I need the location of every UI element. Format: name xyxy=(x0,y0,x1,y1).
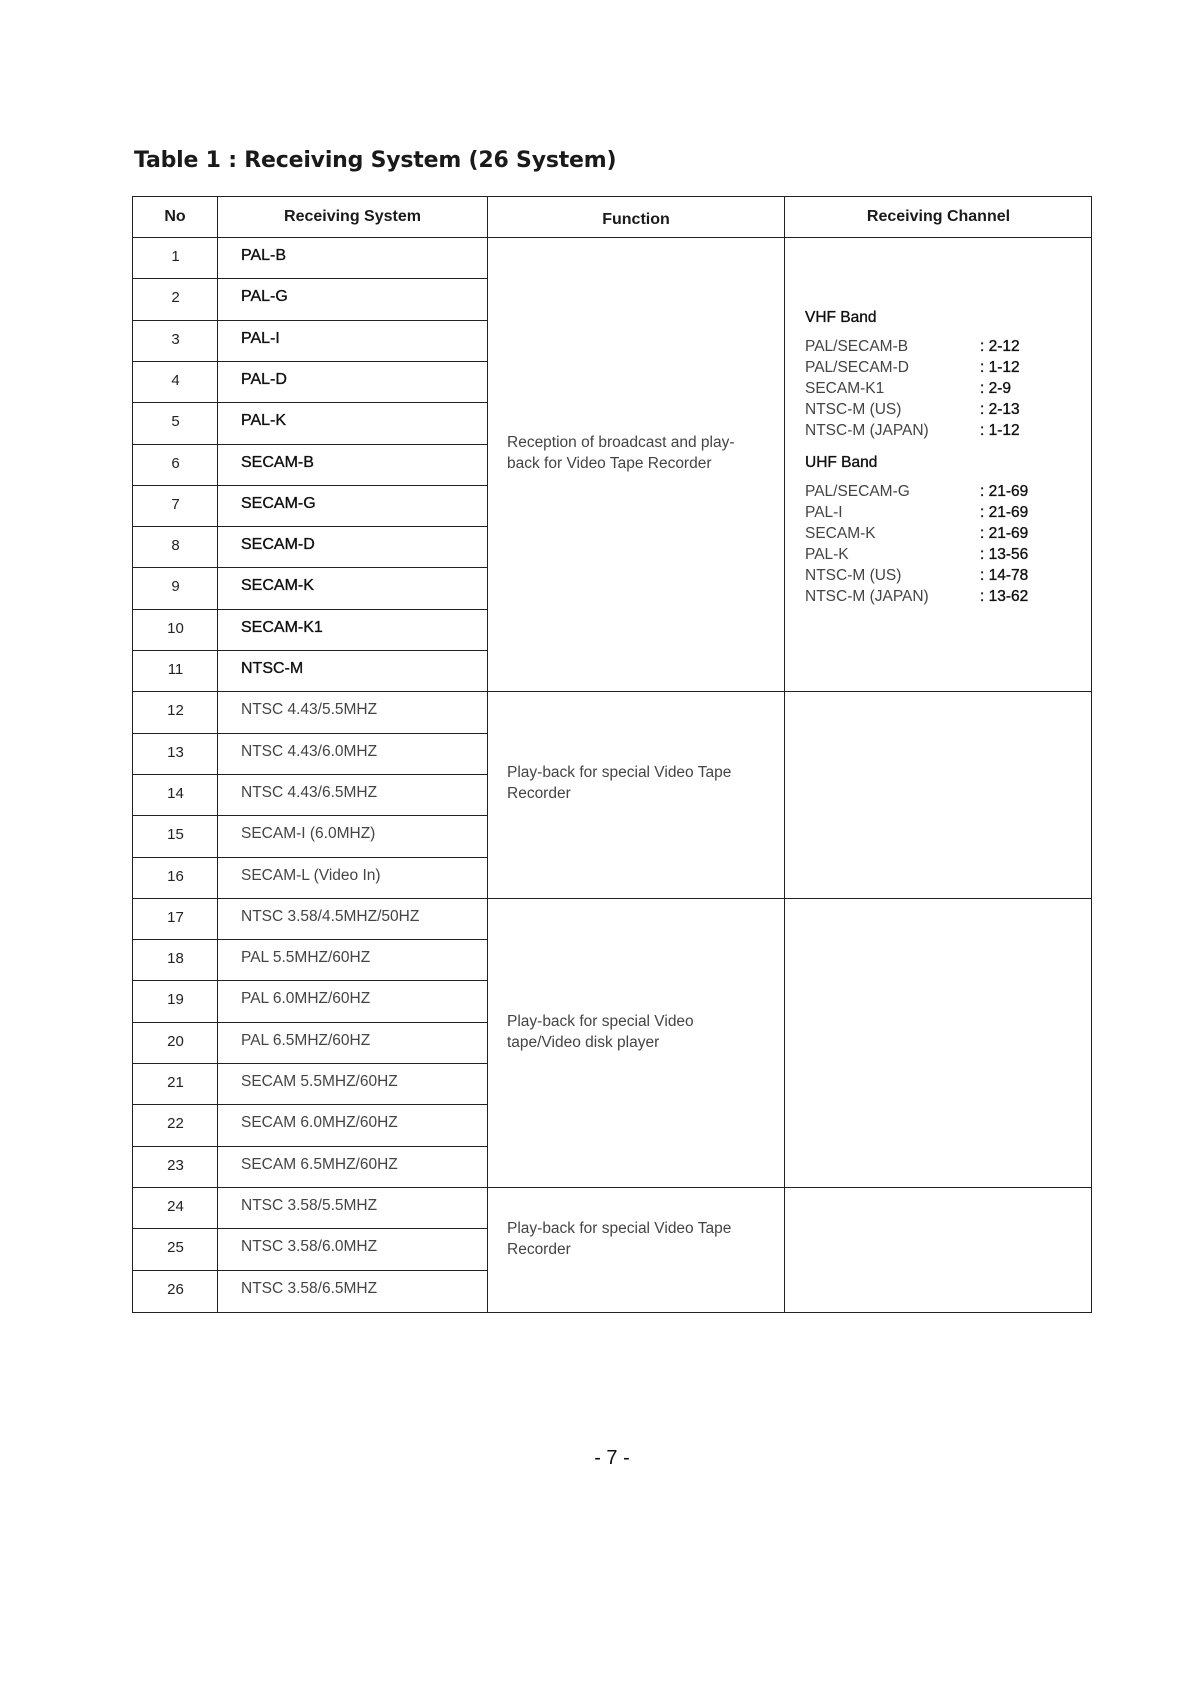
function-line: Play-back for special Video xyxy=(507,1013,694,1030)
row-divider xyxy=(133,980,488,981)
receiving-system-name: NTSC-M xyxy=(241,660,304,677)
row-divider xyxy=(133,485,488,486)
row-divider xyxy=(133,1228,488,1229)
channel-system-name: PAL/SECAM-B xyxy=(805,338,909,355)
group-divider xyxy=(133,898,1092,899)
vhf-band-label: VHF Band xyxy=(805,309,877,326)
row-number: 16 xyxy=(167,867,184,885)
row-divider xyxy=(133,815,488,816)
channel-range-row xyxy=(805,357,1075,378)
row-number: 4 xyxy=(171,371,180,389)
receiving-system-name: SECAM-L (Video In) xyxy=(241,866,381,884)
row-divider xyxy=(133,939,488,940)
function-line: tape/Video disk player xyxy=(507,1034,660,1051)
receiving-system-name: SECAM-D xyxy=(241,536,315,554)
channel-system-name: NTSC-M (JAPAN) xyxy=(805,422,929,439)
receiving-system-name: PAL-K xyxy=(241,412,287,430)
receiving-system-name: SECAM 6.0MHZ/60HZ xyxy=(241,1114,398,1132)
row-divider xyxy=(133,857,488,858)
receiving-system-name: SECAM-G xyxy=(241,494,316,512)
channel-range-value: : 21-69 xyxy=(980,525,1029,542)
receiving-system-name: SECAM-K xyxy=(241,577,314,595)
header-no: No xyxy=(164,208,186,225)
receiving-system-table xyxy=(132,196,1092,1313)
channel-range-row xyxy=(805,565,1075,586)
channel-range-value: : 2-9 xyxy=(980,380,1012,397)
function-cell-special-vtr xyxy=(507,762,789,804)
row-number: 19 xyxy=(167,991,184,1009)
row-divider xyxy=(133,1146,488,1147)
channel-range-row xyxy=(805,502,1075,523)
header-divider xyxy=(133,237,1092,238)
channel-system-name: PAL/SECAM-D xyxy=(805,359,909,376)
row-divider xyxy=(133,1022,488,1023)
channel-range-row xyxy=(805,481,1075,502)
channel-range-value: : 21-69 xyxy=(980,483,1029,500)
row-number: 10 xyxy=(167,619,184,637)
receiving-system-name: NTSC 4.43/5.5MHZ xyxy=(241,701,378,719)
row-number: 8 xyxy=(171,537,180,555)
receiving-system-name: SECAM 5.5MHZ/60HZ xyxy=(241,1073,398,1090)
header-receiving-system: Receiving System xyxy=(284,208,421,225)
receiving-system-name: NTSC 4.43/6.5MHZ xyxy=(241,783,378,801)
channel-range-value: : 2-12 xyxy=(980,338,1020,355)
row-number: 24 xyxy=(167,1197,184,1215)
channel-range-row xyxy=(805,586,1075,607)
function-line: Play-back for special Video Tape xyxy=(507,1220,732,1237)
function-cell-special-vtr-2 xyxy=(507,1218,789,1260)
receiving-system-name: NTSC 4.43/6.0MHZ xyxy=(241,742,378,760)
receiving-system-name: PAL 5.5MHZ/60HZ xyxy=(241,949,371,967)
channel-system-name: SECAM-K1 xyxy=(805,380,885,397)
row-number: 23 xyxy=(167,1156,184,1174)
row-divider xyxy=(133,774,488,775)
channel-range-value: : 1-12 xyxy=(980,422,1020,439)
row-number: 21 xyxy=(167,1074,184,1091)
receiving-system-name: NTSC 3.58/6.0MHZ xyxy=(241,1238,378,1256)
function-line: back for Video Tape Recorder xyxy=(507,455,712,472)
row-divider xyxy=(133,650,488,651)
row-divider xyxy=(133,1270,488,1271)
channel-range-row xyxy=(805,399,1075,420)
receiving-system-name: SECAM-I (6.0MHZ) xyxy=(241,825,376,843)
receiving-system-name: NTSC 3.58/4.5MHZ/50HZ xyxy=(241,907,420,925)
channel-range-value: : 13-56 xyxy=(980,546,1029,563)
row-number: 6 xyxy=(171,454,180,472)
function-cell-special-disk xyxy=(507,1011,789,1053)
column-divider xyxy=(784,197,785,1312)
row-number: 9 xyxy=(171,578,180,596)
function-line: Reception of broadcast and play- xyxy=(507,434,735,451)
row-number: 14 xyxy=(167,784,184,802)
channel-range-value: : 2-13 xyxy=(980,401,1020,418)
row-divider xyxy=(133,320,488,321)
receiving-system-name: PAL-D xyxy=(241,370,287,388)
uhf-band-label: UHF Band xyxy=(805,454,878,471)
channel-cell xyxy=(805,307,1075,607)
receiving-system-name: PAL-G xyxy=(241,288,288,306)
header-receiving-channel: Receiving Channel xyxy=(866,208,1011,225)
uhf-channel-list xyxy=(805,481,1075,607)
row-number: 17 xyxy=(167,908,184,926)
row-number: 7 xyxy=(171,495,180,513)
function-cell-broadcast xyxy=(507,432,789,474)
channel-system-name: NTSC-M (US) xyxy=(805,401,902,418)
channel-range-value: : 1-12 xyxy=(980,359,1020,376)
row-number: 20 xyxy=(167,1032,184,1050)
channel-range-row xyxy=(805,378,1075,399)
channel-range-row xyxy=(805,336,1075,357)
function-line: Play-back for special Video Tape xyxy=(507,764,732,781)
receiving-system-name: SECAM-B xyxy=(241,453,314,471)
row-number: 15 xyxy=(167,826,184,844)
receiving-system-name: PAL-I xyxy=(241,329,280,347)
receiving-system-name: PAL 6.0MHZ/60HZ xyxy=(241,990,371,1008)
receiving-system-name: PAL 6.5MHZ/60HZ xyxy=(241,1031,371,1049)
receiving-system-name: NTSC 3.58/6.5MHZ xyxy=(241,1279,378,1297)
header-function: Function xyxy=(602,211,670,228)
function-line: Recorder xyxy=(507,785,571,802)
channel-system-name: NTSC-M (US) xyxy=(805,567,902,584)
row-number: 13 xyxy=(167,743,184,761)
channel-system-name: PAL-K xyxy=(805,546,849,563)
row-divider xyxy=(133,1104,488,1105)
receiving-system-name: NTSC 3.58/5.5MHZ xyxy=(241,1196,378,1214)
table-title: Table 1 : Receiving System (26 System) xyxy=(134,148,617,173)
channel-range-value: : 21-69 xyxy=(980,504,1029,521)
receiving-system-name: SECAM-K1 xyxy=(241,618,323,636)
channel-system-name: SECAM-K xyxy=(805,525,876,542)
row-number: 18 xyxy=(167,950,184,968)
channel-system-name: PAL-I xyxy=(805,504,843,521)
row-number: 2 xyxy=(171,289,180,307)
channel-range-value: : 13-62 xyxy=(980,588,1029,605)
channel-range-row xyxy=(805,523,1075,544)
function-line: Recorder xyxy=(507,1241,571,1258)
channel-range-row xyxy=(805,420,1075,441)
row-divider xyxy=(133,526,488,527)
row-divider xyxy=(133,361,488,362)
channel-range-value: : 14-78 xyxy=(980,567,1029,584)
row-number: 12 xyxy=(167,702,184,720)
row-number: 25 xyxy=(167,1239,184,1257)
page-number: - 7 - xyxy=(594,1447,630,1469)
channel-system-name: NTSC-M (JAPAN) xyxy=(805,588,929,605)
row-number: 22 xyxy=(167,1115,184,1133)
channel-range-row xyxy=(805,544,1075,565)
row-divider xyxy=(133,567,488,568)
receiving-system-name: PAL-B xyxy=(241,247,287,264)
row-number: 3 xyxy=(171,330,180,348)
channel-system-name: PAL/SECAM-G xyxy=(805,483,910,500)
group-divider xyxy=(133,1187,1092,1188)
group-divider xyxy=(133,691,1092,692)
receiving-system-name: SECAM 6.5MHZ/60HZ xyxy=(241,1155,398,1173)
row-divider xyxy=(133,278,488,279)
vhf-channel-list xyxy=(805,336,1075,441)
row-divider xyxy=(133,1063,488,1064)
row-number: 11 xyxy=(167,661,184,678)
row-number: 5 xyxy=(171,413,180,431)
row-number: 1 xyxy=(171,248,180,265)
row-divider xyxy=(133,444,488,445)
row-divider xyxy=(133,402,488,403)
row-number: 26 xyxy=(167,1280,184,1298)
row-divider xyxy=(133,733,488,734)
row-divider xyxy=(133,609,488,610)
